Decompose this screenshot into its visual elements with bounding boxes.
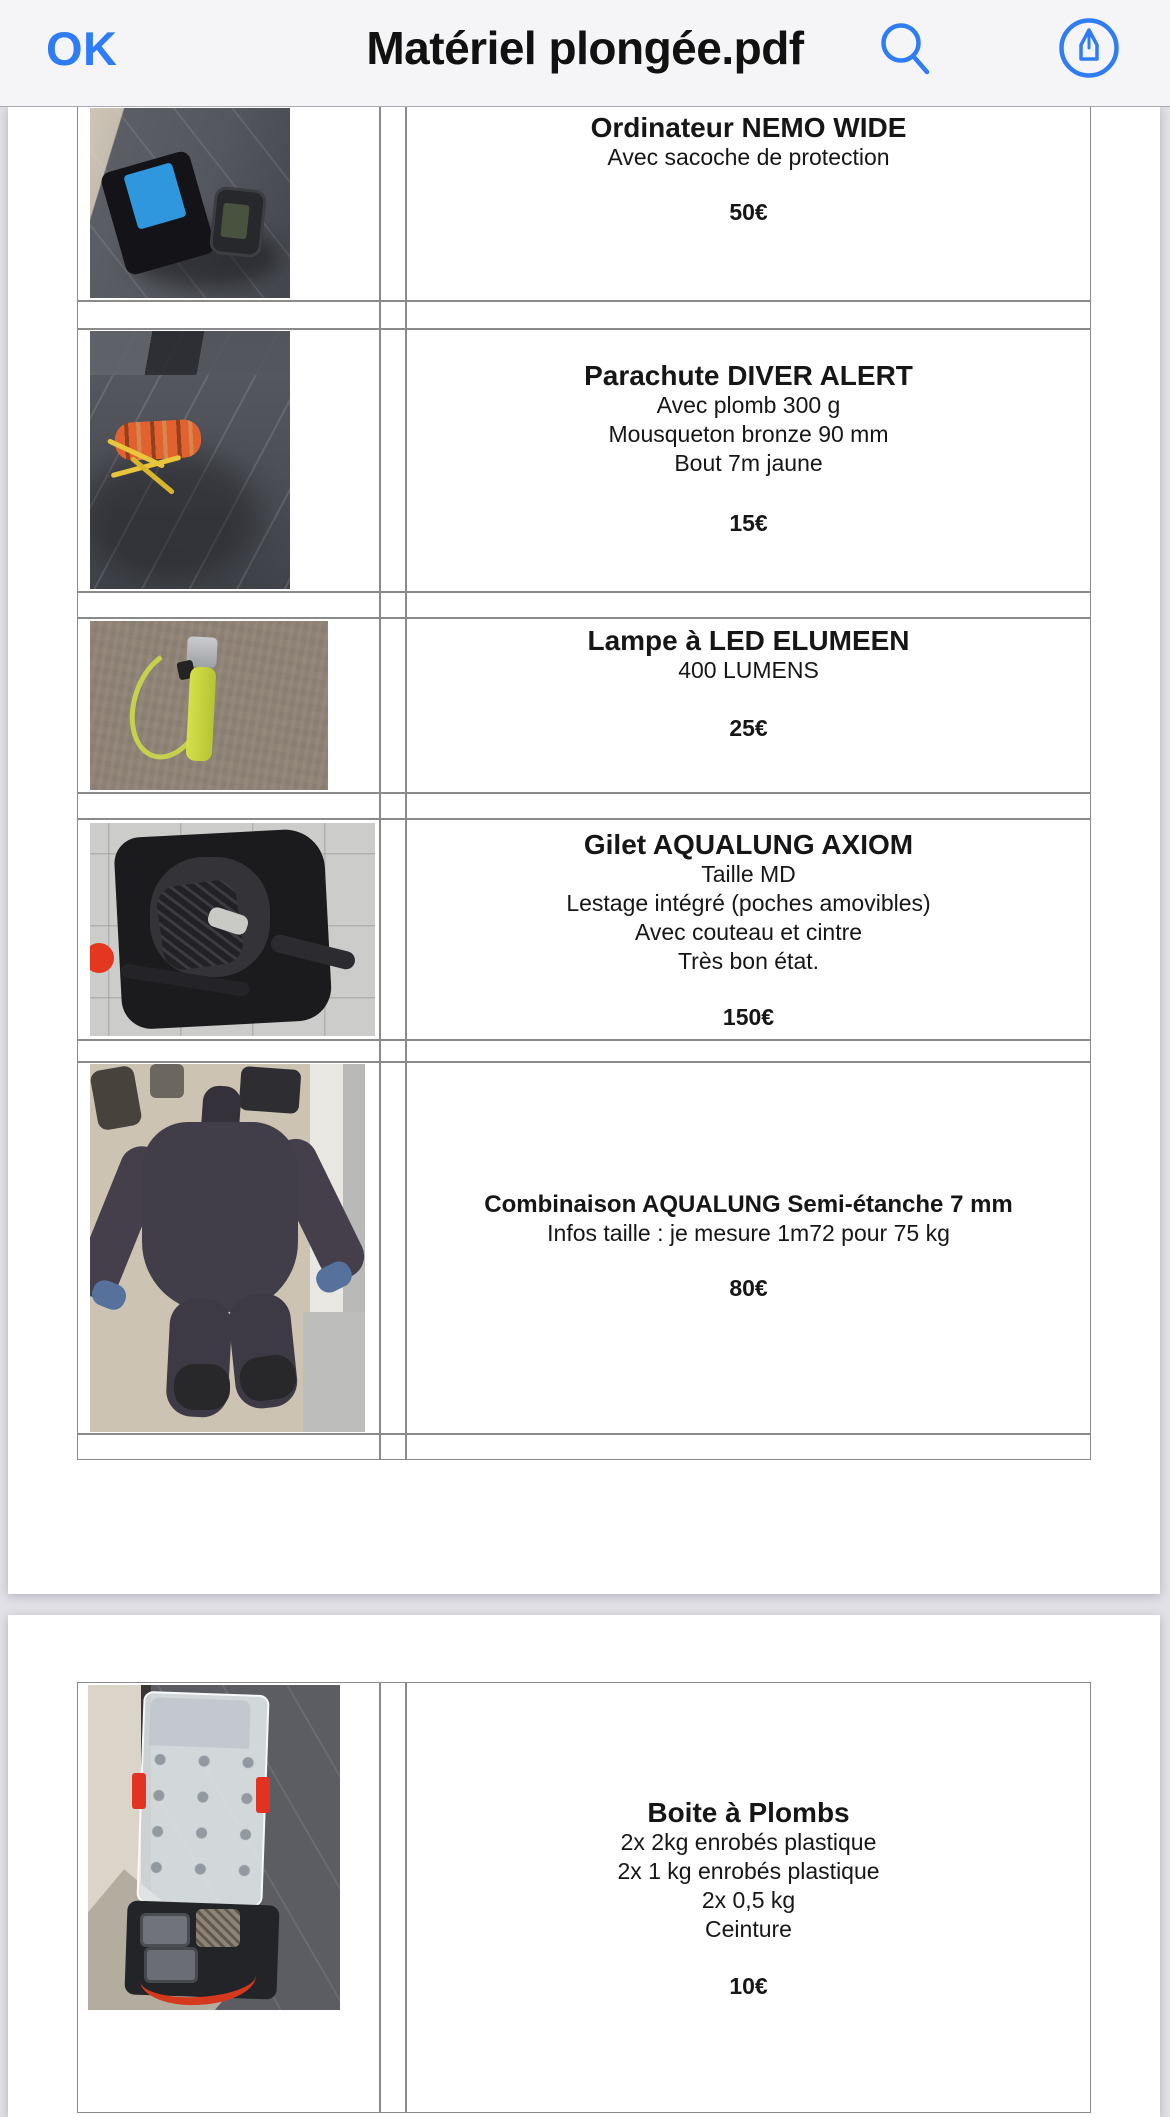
item-details xyxy=(406,618,1091,793)
photo-detail xyxy=(90,1064,143,1131)
spacer-cell xyxy=(380,1434,406,1460)
spacer-cell xyxy=(380,301,406,329)
photo-detail xyxy=(174,1364,230,1410)
photo-detail xyxy=(220,202,249,239)
photo-detail xyxy=(90,943,114,973)
item-photo-cell xyxy=(77,1682,380,2113)
equipment-table-page2 xyxy=(77,1682,1091,2113)
table-spacer-row xyxy=(77,592,1091,618)
spacer-cell xyxy=(77,592,380,618)
equipment-table-page1 xyxy=(77,106,1091,1460)
item-details xyxy=(406,1682,1091,2113)
item-price: 25€ xyxy=(729,715,768,741)
spacer-cell xyxy=(406,793,1091,819)
table-row xyxy=(77,1062,1091,1434)
item-details xyxy=(406,329,1091,592)
item-description-line: Infos taille : je mesure 1m72 pour 75 kg xyxy=(547,1220,950,1246)
photo-detail xyxy=(140,1913,190,1947)
spacer-cell xyxy=(406,1434,1091,1460)
item-title: Boite à Plombs xyxy=(647,1797,850,1828)
item-price: 15€ xyxy=(729,510,768,536)
photo-bcd-jacket xyxy=(90,823,375,1036)
item-description-line: Avec couteau et cintre xyxy=(634,919,863,945)
photo-detail xyxy=(185,666,216,761)
table-gap-cell xyxy=(380,618,406,793)
item-description-line: 2x 0,5 kg xyxy=(701,1887,796,1913)
table-gap-cell xyxy=(380,1062,406,1434)
table-gap-cell xyxy=(380,819,406,1040)
table-spacer-row xyxy=(77,1434,1091,1460)
item-title: Parachute DIVER ALERT xyxy=(584,360,913,391)
spacer xyxy=(407,976,1090,1003)
table-spacer-row xyxy=(77,301,1091,329)
spacer xyxy=(407,685,1090,714)
document-title: Matériel plongée.pdf xyxy=(366,22,804,74)
table-spacer-row xyxy=(77,1040,1091,1062)
spacer xyxy=(407,1248,1090,1274)
item-title: Combinaison AQUALUNG Semi-étanche 7 mm xyxy=(484,1191,1013,1218)
item-photo-cell xyxy=(77,106,380,301)
table-gap-cell xyxy=(380,1682,406,2113)
photo-detail xyxy=(303,1312,365,1432)
markup-pen-icon[interactable] xyxy=(1058,0,1120,96)
pdf-page-1[interactable] xyxy=(8,106,1160,1594)
table-row xyxy=(77,329,1091,592)
item-title: Ordinateur NEMO WIDE xyxy=(590,112,907,143)
item-photo-cell xyxy=(77,819,380,1040)
spacer-cell xyxy=(380,592,406,618)
spacer-cell xyxy=(77,793,380,819)
spacer-cell xyxy=(406,301,1091,329)
item-description-line: 400 LUMENS xyxy=(678,657,819,683)
pdf-page-2[interactable] xyxy=(8,1615,1160,2117)
item-description-line: Lestage intégré (poches amovibles) xyxy=(566,890,931,916)
item-price: 80€ xyxy=(729,1275,768,1301)
item-details xyxy=(406,1062,1091,1434)
table-gap-cell xyxy=(380,106,406,301)
item-photo-cell xyxy=(77,1062,380,1434)
spacer-cell xyxy=(406,592,1091,618)
table-row xyxy=(77,1682,1091,2113)
photo-weight-box xyxy=(88,1685,340,2010)
spacer-cell xyxy=(380,1040,406,1062)
spacer xyxy=(407,478,1090,509)
item-price: 10€ xyxy=(729,1973,768,1999)
table-row xyxy=(77,819,1091,1040)
spacer xyxy=(407,1944,1090,1972)
photo-detail xyxy=(90,451,260,581)
navigation-bar-content xyxy=(0,0,1170,106)
item-description-line: 2x 1 kg enrobés plastique xyxy=(617,1858,880,1884)
table-spacer-row xyxy=(77,793,1091,819)
item-details xyxy=(406,819,1091,1040)
table-gap-cell xyxy=(380,329,406,592)
photo-detail xyxy=(90,331,290,375)
photo-wetsuit xyxy=(90,1064,365,1432)
item-description-line: Très bon état. xyxy=(677,948,820,974)
item-title: Lampe à LED ELUMEEN xyxy=(587,625,910,656)
item-photo-cell xyxy=(77,618,380,793)
item-description-line: 2x 2kg enrobés plastique xyxy=(620,1829,877,1855)
table-row xyxy=(77,618,1091,793)
photo-surface-marker-buoy xyxy=(90,331,290,589)
item-description-line: Ceinture xyxy=(705,1916,792,1942)
spacer xyxy=(407,172,1090,198)
photo-dive-computer xyxy=(90,108,290,298)
photo-detail xyxy=(150,1064,184,1098)
item-title: Gilet AQUALUNG AXIOM xyxy=(583,829,914,860)
photo-detail xyxy=(196,1909,240,1947)
item-price: 150€ xyxy=(722,1004,775,1030)
photo-dive-torch xyxy=(90,621,328,790)
ok-done-button[interactable]: OK xyxy=(46,21,118,75)
photo-detail xyxy=(142,1122,298,1312)
table-row xyxy=(77,106,1091,301)
spacer-cell xyxy=(77,1434,380,1460)
navigation-bar xyxy=(0,0,1170,107)
item-description-line: Mousqueton bronze 90 mm xyxy=(608,421,889,447)
item-description-line: Taille MD xyxy=(701,861,796,887)
item-description-line: Avec plomb 300 g xyxy=(656,392,841,418)
photo-detail xyxy=(114,418,202,460)
photo-detail xyxy=(132,1773,146,1809)
item-photo-cell xyxy=(77,329,380,592)
spacer-cell xyxy=(406,1040,1091,1062)
item-description-line: Bout 7m jaune xyxy=(674,450,823,476)
item-description-line: Avec sacoche de protection xyxy=(607,144,890,170)
item-price: 50€ xyxy=(729,199,768,225)
search-icon[interactable] xyxy=(878,0,934,96)
item-details xyxy=(406,106,1091,301)
spacer-cell xyxy=(380,793,406,819)
photo-detail xyxy=(145,1749,256,1893)
photo-detail xyxy=(149,1697,251,1748)
spacer-cell xyxy=(77,1040,380,1062)
photo-detail xyxy=(256,1777,270,1813)
photo-detail xyxy=(238,1065,301,1113)
spacer-cell xyxy=(77,301,380,329)
